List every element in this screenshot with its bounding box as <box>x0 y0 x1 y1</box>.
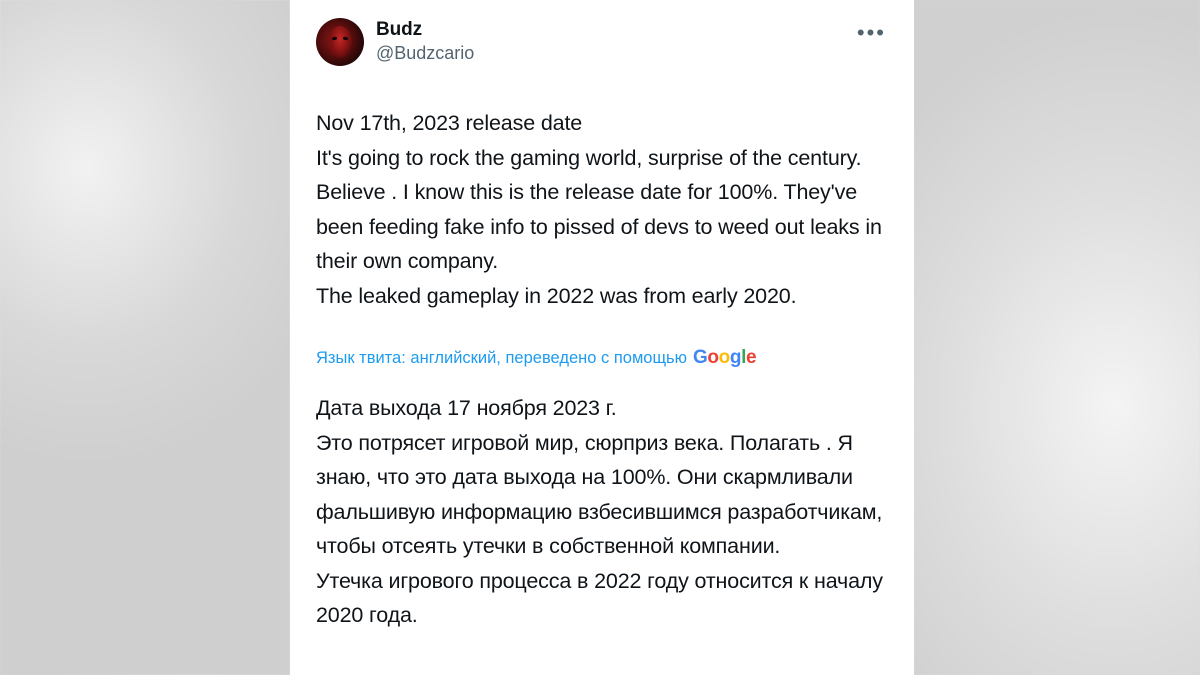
author-name-block <box>376 18 474 65</box>
tweet-translated-line: Дата выхода 17 ноября 2023 г. <box>316 396 617 420</box>
more-options-icon[interactable]: ••• <box>856 20 886 45</box>
tweet-card <box>290 0 914 675</box>
author-display-name[interactable]: Budz <box>376 19 423 40</box>
tweet-header <box>316 14 888 66</box>
translation-notice-text[interactable]: Язык твита: английский, переведено с помощью <box>316 349 688 367</box>
avatar-face-icon <box>328 26 352 58</box>
tweet-body-line: Nov 17th, 2023 release date <box>316 111 583 135</box>
tweet-translated-line: Это потрясет игровой мир, сюрприз века. Полагать . Я знаю, что это дата выхода на 100%. Они скармливали фальшивую информацию взбесившимся разработчикам, чтобы отсеять утечки в собственной компании. <box>316 430 883 558</box>
author-handle[interactable]: @Budzcario <box>376 43 475 63</box>
tweet-translated-body <box>316 391 888 633</box>
backdrop-left <box>0 0 290 675</box>
avatar[interactable] <box>316 18 364 66</box>
translation-notice[interactable] <box>316 347 888 369</box>
tweet-body-line: It's going to rock the gaming world, surprise of the century. Believe . I know this is the release date for 100%. They've been feeding fake info to pissed of devs to weed out leaks in their own company. <box>316 145 882 273</box>
tweet-body <box>316 106 888 313</box>
tweet-body-line: The leaked gameplay in 2022 was from early 2020. <box>316 283 797 308</box>
google-logo-icon: Google <box>693 347 757 368</box>
tweet-translated-line: Утечка игрового процесса в 2022 году относится к началу 2020 года. <box>316 568 883 627</box>
backdrop-right <box>914 0 1200 675</box>
